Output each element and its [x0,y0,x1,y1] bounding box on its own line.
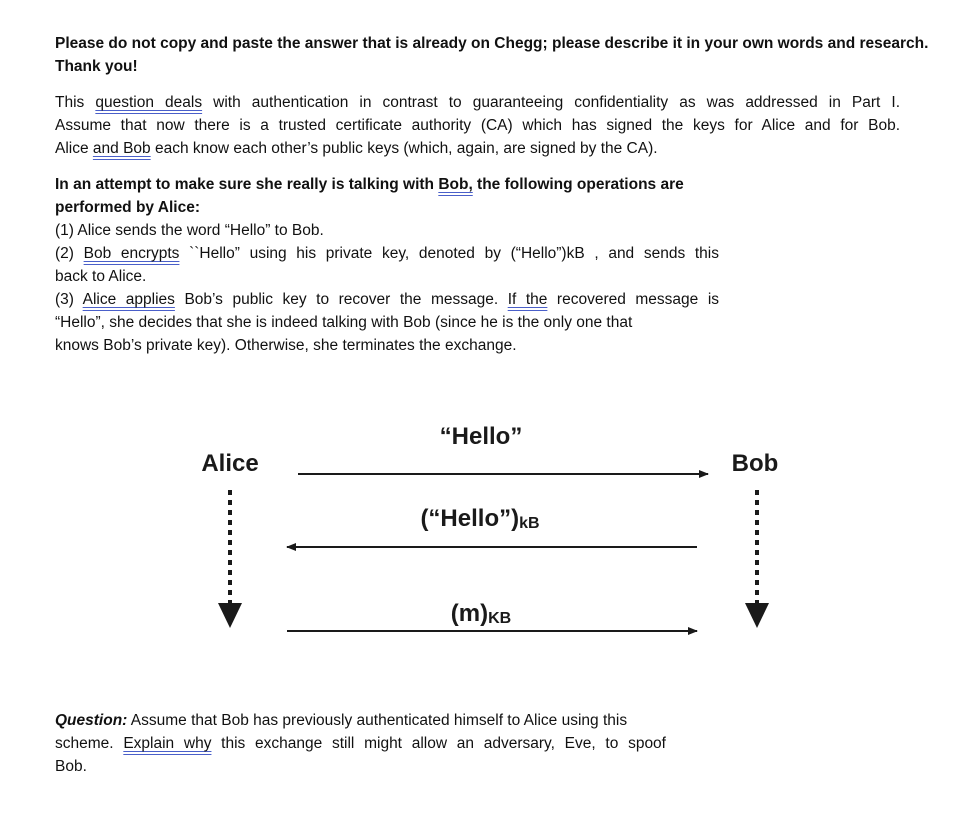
grammar-underline: Alice applies [82,291,175,308]
intro-line-3: Alice and Bob each know each other’s public keys (which, again, are signed by the CA). [55,140,658,157]
bob-timeline-arrowhead [745,603,769,628]
notice-line-1: Please do not copy and paste the answer that is already on Chegg; please describe it in your own words and research. [55,35,929,52]
step-2-cont: back to Alice. [55,268,147,285]
message-3-label: (m)KB [450,600,512,627]
alice-label: Alice [201,450,259,477]
alice-timeline-arrowhead [218,603,242,628]
intro-line-2: Assume that now there is a trusted certificate authority (CA) which has signed the keys for Alice and for Bob. [55,117,900,134]
message-2-label: (“Hello”)kB [420,505,540,532]
question-label: Question: [55,712,128,729]
step-2: (2) Bob encrypts ``Hello” using his private key, denoted by (“Hello”)kB , and sends this [55,245,719,262]
intro-line-1: This question deals with authentication in contrast to guaranteeing confidentiality as was addressed in Part I. [55,94,901,111]
grammar-underline: question deals [95,94,203,111]
grammar-underline: Bob, [438,176,473,193]
operations-heading-1: In an attempt to make sure she really is talking with Bob, the following operations are [55,176,684,193]
question-line-1: Question: Assume that Bob has previously authenticated himself to Alice using this [55,712,628,729]
operations-heading-2: performed by Alice: [55,199,200,216]
step-3: (3) Alice applies Bob’s public key to recover the message. If the recovered message is [55,291,720,308]
question-line-2: scheme. Explain why this exchange still might allow an adversary, Eve, to spoof [55,735,666,752]
message-1-label: “Hello” [439,423,523,450]
question-section [55,709,666,778]
grammar-underline: Explain why [123,735,212,752]
notice-line-2: Thank you! [55,58,138,75]
step-3-cont-1: “Hello”, she decides that she is indeed talking with Bob (since he is the only one that [55,314,633,331]
step-1: (1) Alice sends the word “Hello” to Bob. [55,222,324,239]
grammar-underline: and Bob [92,140,151,157]
question-line-3: Bob. [55,758,87,775]
grammar-underline: If the [507,291,548,308]
step-3-cont-2: knows Bob’s private key). Otherwise, she terminates the exchange. [55,337,517,354]
bob-label: Bob [731,450,779,477]
grammar-underline: Bob encrypts [83,245,180,262]
